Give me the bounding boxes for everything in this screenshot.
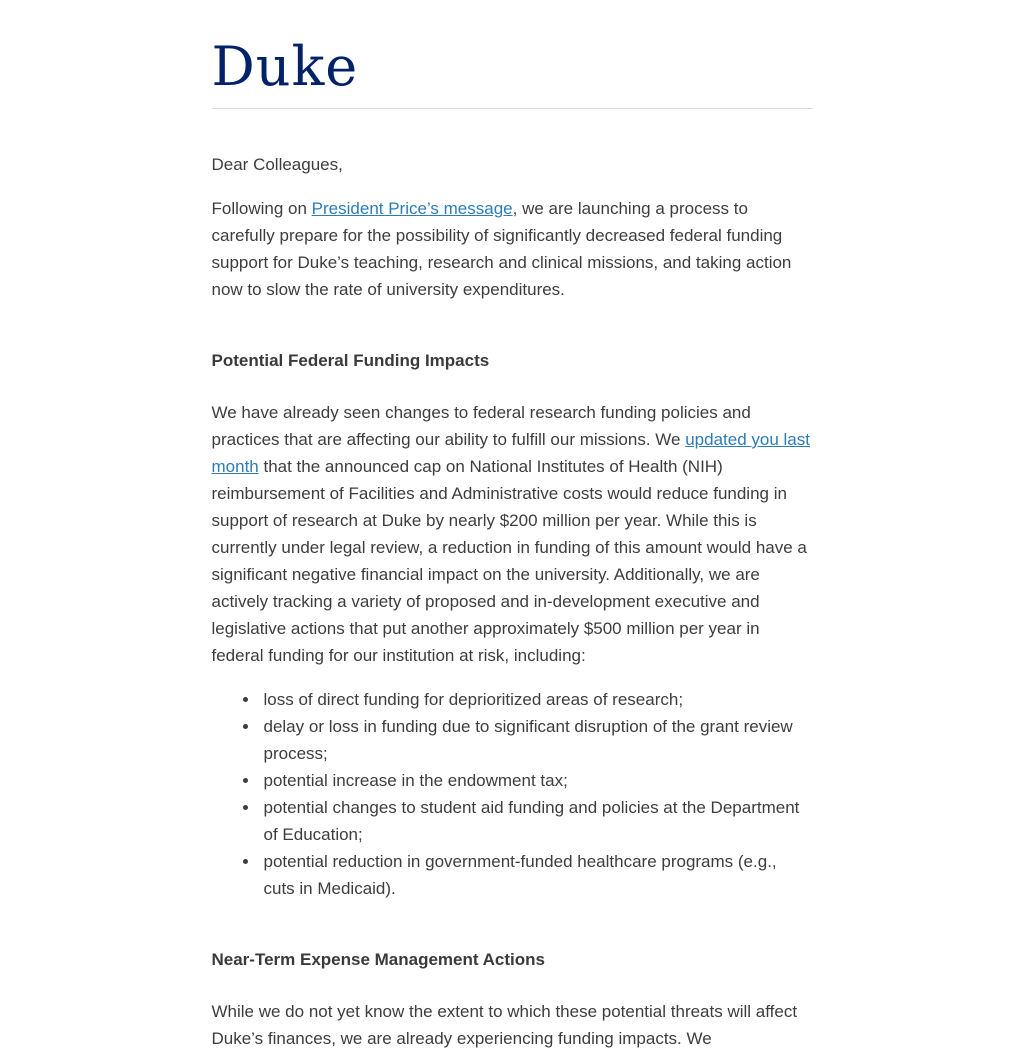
list-item: • potential reduction in government-funded healthcare programs (e.g., cuts in Medicaid).	[260, 848, 813, 902]
intro-text-post: , we are launching a process to carefully prepare for the possibility of significantly decreased federal funding support for Duke’s teaching, research and clinical missions, and taking action now to slow the rate of university expenditures.	[211, 199, 792, 299]
funding-impacts-paragraph	[212, 399, 813, 669]
intro-paragraph	[212, 195, 813, 303]
intro-text-pre: Following on	[211, 199, 312, 218]
duke-logo: Duke	[211, 35, 359, 98]
president-price-message-link[interactable]: President Price’s message	[311, 199, 513, 218]
funding-text-post: that the announced cap on National Institutes of Health (NIH) reimbursement of Facilities and Administrative costs would reduce funding in support of research at Duke by nearly $200 million per year. While this is currently under legal review, a reduction in funding of this amount would have a significant negative financial impact on the university. Additionally, we are actively tracking a variety of proposed and in-development executive and legislative actions that put another approximately $500 million per year in federal funding for our institution at risk, including:	[211, 457, 807, 665]
funding-text-pre: We have already seen changes to federal research funding policies and practices that are affecting our ability to fulfill our missions. We	[211, 403, 751, 449]
greeting: Dear Colleagues,	[211, 155, 343, 174]
expense-actions-heading: Near-Term Expense Management Actions	[211, 950, 545, 969]
list-item: • potential changes to student aid funding and policies at the Department of Education;	[260, 794, 813, 848]
header-divider	[212, 108, 813, 109]
list-item: • delay or loss in funding due to significant disruption of the grant review process;	[260, 713, 813, 767]
message-content	[212, 151, 813, 1052]
list-item: • potential increase in the endowment tax;	[260, 767, 813, 794]
expense-actions-paragraph: While we do not yet know the extent to which these potential threats will affect Duke’s finances, we are already experiencing funding impacts. We	[211, 1002, 798, 1048]
list-item: • loss of direct funding for deprioritized areas of research;	[260, 686, 813, 713]
updated-you-last-month-link[interactable]: updated you last month	[211, 430, 810, 476]
email-body	[212, 0, 813, 1052]
funding-risk-list	[212, 686, 813, 902]
funding-impacts-heading: Potential Federal Funding Impacts	[211, 351, 490, 370]
